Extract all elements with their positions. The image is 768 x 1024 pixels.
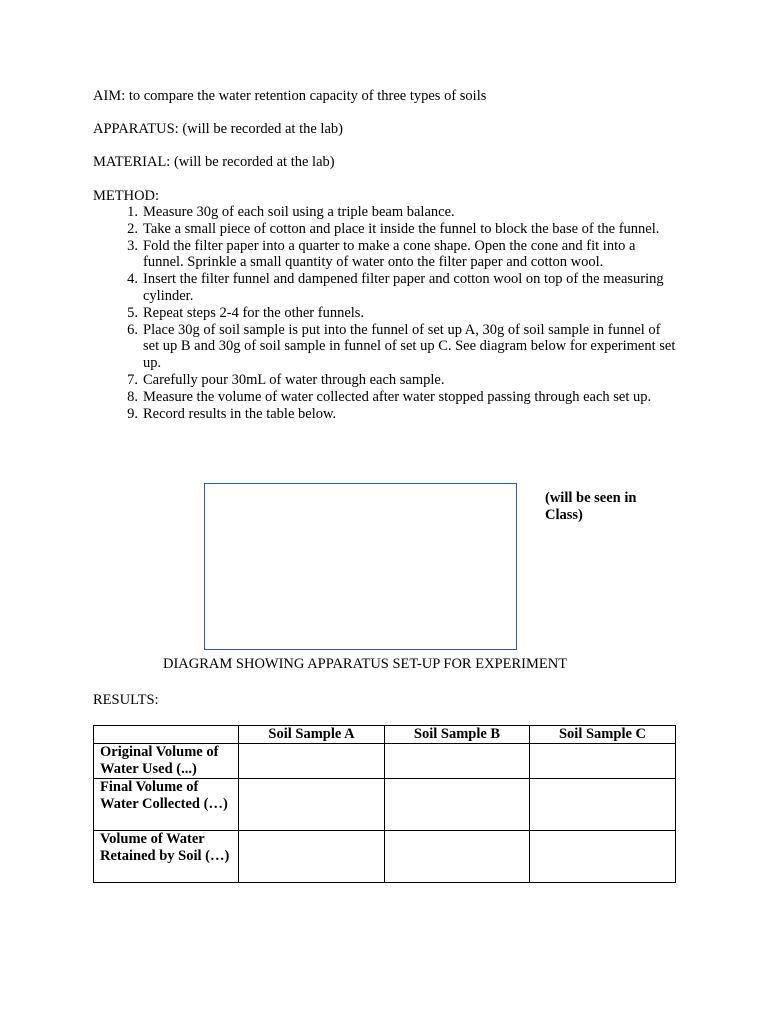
apparatus-text: APPARATUS: (will be recorded at the lab) [93,121,343,137]
table-header-cell: Soil Sample A [239,726,385,744]
method-step [93,389,678,406]
row-label: Original Volume of Water Used (...) [94,744,239,779]
step-text: Take a small piece of cotton and place it inside the funnel to block the base of the funnel. [143,220,660,237]
method-step [93,271,678,305]
step-number: 8. [127,388,138,405]
method-heading: METHOD: [93,188,160,204]
method-step [93,372,678,389]
step-number: 6. [127,321,138,338]
table-row [94,779,676,831]
step-text: Carefully pour 30mL of water through each sample. [143,371,445,388]
material-text: MATERIAL: (will be recorded at the lab) [93,154,335,170]
method-step [93,204,678,221]
step-number: 5. [127,304,138,321]
table-cell[interactable] [385,744,530,779]
table-cell[interactable] [530,831,676,883]
row-label: Final Volume of Water Collected (…) [94,779,239,831]
results-heading: RESULTS: [93,692,159,708]
method-step [93,238,678,272]
method-step [93,406,678,423]
table-row [94,831,676,883]
step-number: 9. [127,405,138,422]
table-cell[interactable] [239,831,385,883]
table-cell[interactable] [385,779,530,831]
step-text: Place 30g of soil sample is put into the funnel of set up A, 30g of soil sample in funnel of set up B and 30g of soil sample in funnel of set up C. See diagram below for experiment set up. [143,321,676,372]
row-label: Volume of Water Retained by Soil (…) [94,831,239,883]
table-row [94,744,676,779]
aim-text: AIM: to compare the water retention capacity of three types of soils [93,88,487,104]
table-cell[interactable] [530,744,676,779]
step-text: Measure 30g of each soil using a triple beam balance. [143,204,455,220]
method-steps-list [93,204,693,422]
method-step [93,305,678,322]
step-number: 7. [127,371,138,388]
table-cell[interactable] [530,779,676,831]
method-step [93,221,678,238]
diagram-caption: DIAGRAM SHOWING APPARATUS SET-UP FOR EXPERIMENT [163,656,568,672]
step-text: Fold the filter paper into a quarter to make a cone shape. Open the cone and fit into a funnel. Sprinkle a small quantity of water onto the filter paper and cotton wool. [143,237,636,271]
table-cell[interactable] [385,831,530,883]
table-header-cell: Soil Sample C [530,726,676,744]
table-header-cell: Soil Sample B [385,726,530,744]
step-text: Repeat steps 2-4 for the other funnels. [143,304,365,321]
step-text: Measure the volume of water collected after water stopped passing through each set up. [143,388,652,405]
table-header-row [94,726,676,744]
diagram-note: (will be seen in Class) [545,490,637,523]
step-number: 1. [127,204,138,220]
step-text: Insert the filter funnel and dampened filter paper and cotton wool on top of the measuring cylinder. [143,271,664,304]
results-table [93,725,676,883]
method-step [93,322,678,372]
step-text: Record results in the table below. [143,405,337,422]
step-number: 2. [127,220,138,237]
step-number: 3. [127,237,138,254]
diagram-placeholder-box [204,483,517,650]
table-cell[interactable] [239,779,385,831]
table-cell[interactable] [239,744,385,779]
table-header-cell [94,726,239,744]
step-number: 4. [127,271,138,288]
